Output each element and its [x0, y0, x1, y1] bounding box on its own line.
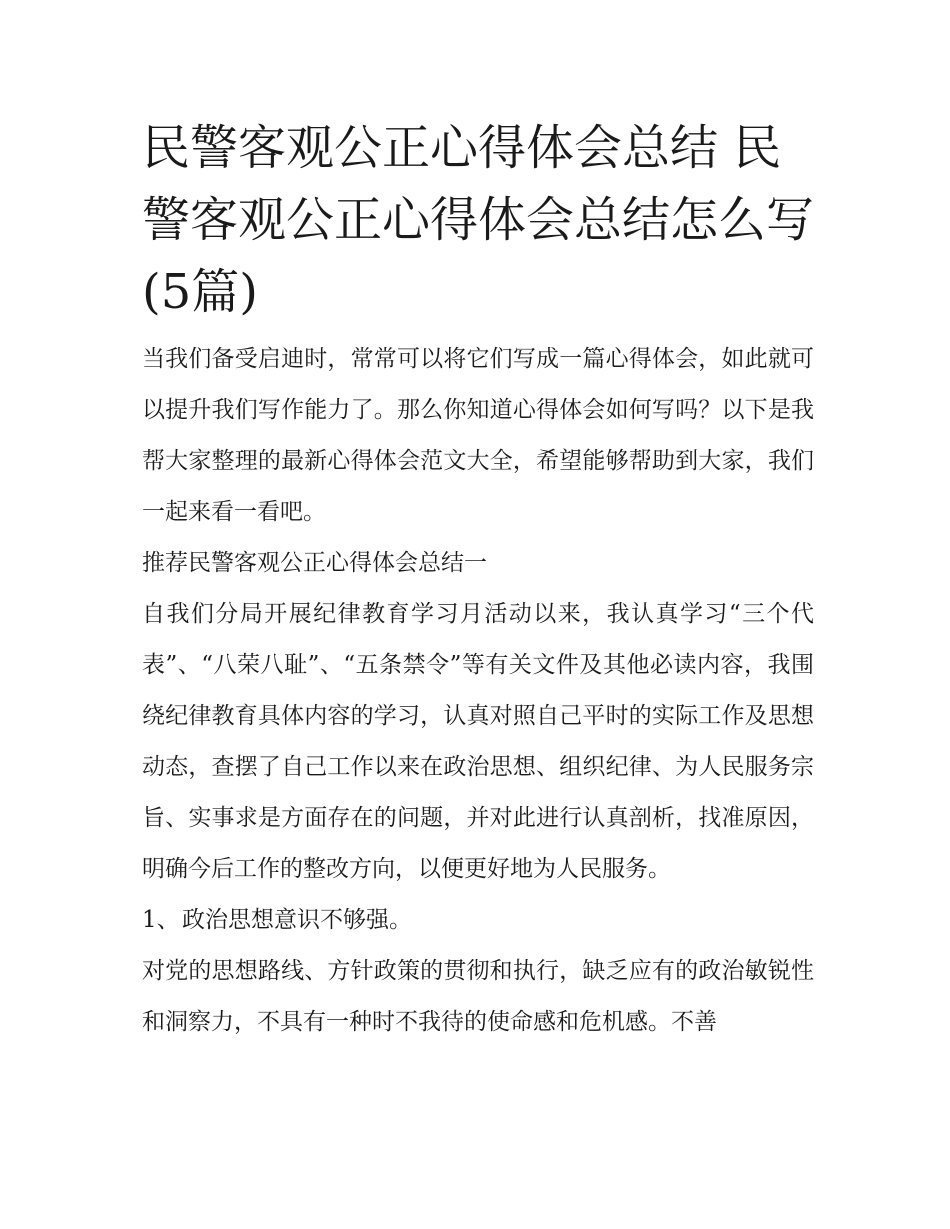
section-heading: 推荐民警客观公正心得体会总结一	[142, 550, 487, 576]
list-item	[142, 895, 814, 946]
body-paragraph-2: 对党的思想路线、方针政策的贯彻和执行，缺乏应有的政治敏锐性和洞察力，不具有一种时不我待的使命感和危机感。不善	[142, 958, 814, 1035]
document-body	[142, 112, 814, 1048]
intro-paragraph: 当我们备受启迪时，常常可以将它们写成一篇心得体会，如此就可以提升我们写作能力了。那么你知道心得体会如何写吗？以下是我帮大家整理的最新心得体会范文大全，希望能够帮助到大家，我们一起来看一看吧。	[142, 346, 814, 525]
body-paragraph-1: 自我们分局开展纪律教育学习月活动以来，我认真学习“三个代表”、“八荣八耻”、“五条禁令”等有关文件及其他必读内容，我围绕纪律教育具体内容的学习，认真对照自己平时的实际工作及思想动态，查摆了自己工作以来在政治思想、组织纪律、为人民服务宗旨、实事求是方面存在的问题，并对此进行认真剖析，找准原因，明确今后工作的整改方向，以便更好地为人民服务。	[142, 601, 814, 882]
list-item-number: 1、	[142, 907, 180, 933]
document-title: 民警客观公正心得体会总结 民警客观公正心得体会总结怎么写(5篇)	[142, 120, 815, 320]
list-item-text: 政治思想意识不够强。	[182, 907, 412, 933]
